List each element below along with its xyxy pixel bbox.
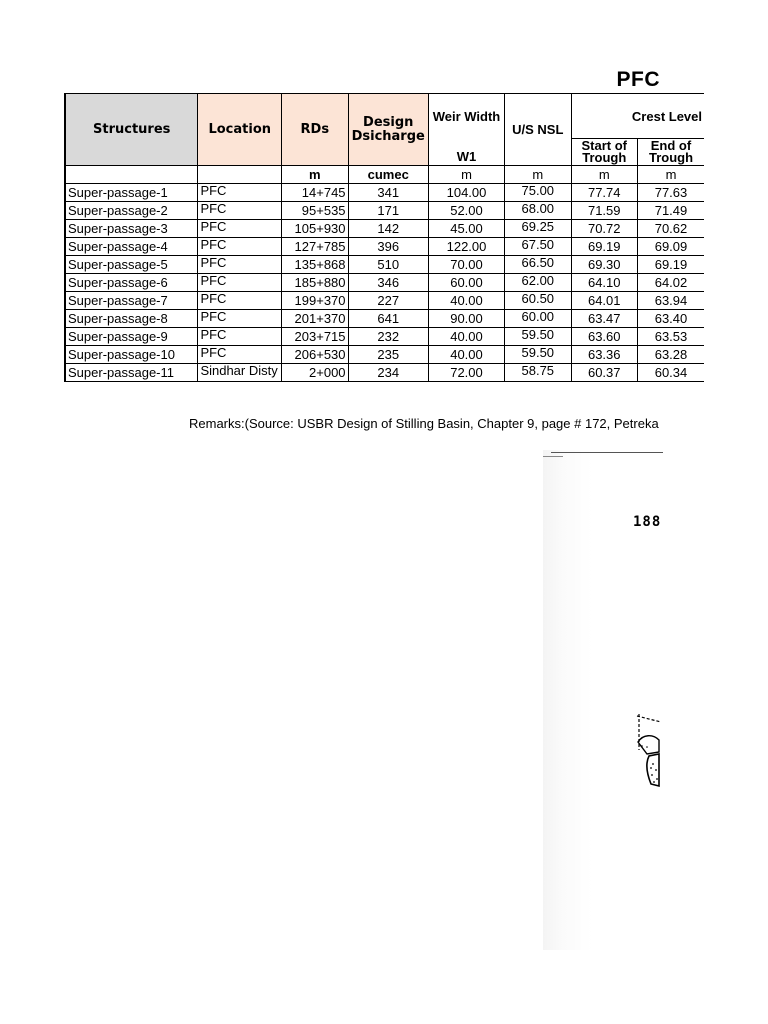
cell-start-of-trough: 64.01 — [571, 292, 637, 310]
cell-start-of-trough: 63.47 — [571, 310, 637, 328]
cell-us-nsl: 60.50 — [505, 292, 571, 310]
cell-location: PFC — [198, 256, 282, 274]
cell-rd: 203+715 — [282, 328, 348, 346]
cell-us-nsl: 68.00 — [505, 202, 571, 220]
cell-end-of-trough: 63.28 — [637, 346, 704, 364]
remarks-text: Remarks:(Source: USBR Design of Stilling Basin, Chapter 9, page # 172, Petreka — [189, 416, 659, 431]
cell-discharge: 346 — [348, 274, 428, 292]
unit-cell: m — [505, 166, 571, 184]
cell-discharge: 641 — [348, 310, 428, 328]
unit-cell: cumec — [348, 166, 428, 184]
table-row — [65, 292, 704, 310]
table-row — [65, 184, 704, 202]
cell-end-of-trough: 63.94 — [637, 292, 704, 310]
cell-structure: Super-passage-4 — [65, 238, 198, 256]
header-end-of-trough: End of Trough — [637, 139, 704, 166]
table-row — [65, 238, 704, 256]
cell-rd: 2+000 — [282, 364, 348, 382]
cell-rd: 206+530 — [282, 346, 348, 364]
cell-end-of-trough: 63.40 — [637, 310, 704, 328]
cell-rd: 127+785 — [282, 238, 348, 256]
cell-structure: Super-passage-2 — [65, 202, 198, 220]
cell-rd: 14+745 — [282, 184, 348, 202]
cell-us-nsl: 62.00 — [505, 274, 571, 292]
cell-rd: 95+535 — [282, 202, 348, 220]
header-start-of-trough: Start of Trough — [571, 139, 637, 166]
table-row — [65, 328, 704, 346]
cell-rd: 105+930 — [282, 220, 348, 238]
units-row — [65, 166, 704, 184]
header-rds: RDs — [282, 94, 348, 166]
cell-structure: Super-passage-10 — [65, 346, 198, 364]
cell-weir-width: 122.00 — [428, 238, 504, 256]
structures-table — [64, 93, 704, 382]
cell-start-of-trough: 70.72 — [571, 220, 637, 238]
header-crest-level: Crest Level — [571, 94, 704, 139]
cell-end-of-trough: 60.34 — [637, 364, 704, 382]
cell-end-of-trough: 69.09 — [637, 238, 704, 256]
cell-start-of-trough: 63.60 — [571, 328, 637, 346]
table-row — [65, 346, 704, 364]
cell-structure: Super-passage-6 — [65, 274, 198, 292]
header-row — [65, 94, 704, 139]
cell-start-of-trough: 63.36 — [571, 346, 637, 364]
header-weir-width-symbol: W1 — [428, 139, 504, 166]
scanned-page-fragment — [543, 450, 662, 950]
cell-end-of-trough: 77.63 — [637, 184, 704, 202]
table-row — [65, 220, 704, 238]
scan-rule-line — [551, 452, 663, 453]
cell-location: PFC — [198, 310, 282, 328]
cell-discharge: 171 — [348, 202, 428, 220]
table-row — [65, 274, 704, 292]
cell-weir-width: 52.00 — [428, 202, 504, 220]
cell-start-of-trough: 71.59 — [571, 202, 637, 220]
cell-weir-width: 40.00 — [428, 328, 504, 346]
scan-page-number: 188 — [633, 514, 662, 530]
cell-structure: Super-passage-11 — [65, 364, 198, 382]
cell-end-of-trough: 70.62 — [637, 220, 704, 238]
cell-location: PFC — [198, 346, 282, 364]
cell-us-nsl: 58.75 — [505, 364, 571, 382]
cell-us-nsl: 60.00 — [505, 310, 571, 328]
cell-weir-width: 60.00 — [428, 274, 504, 292]
cell-discharge: 227 — [348, 292, 428, 310]
cell-weir-width: 45.00 — [428, 220, 504, 238]
unit-cell: m — [637, 166, 704, 184]
unit-cell: m — [428, 166, 504, 184]
cell-location: PFC — [198, 184, 282, 202]
table-row — [65, 364, 704, 382]
cell-rd: 185+880 — [282, 274, 348, 292]
cell-rd: 135+868 — [282, 256, 348, 274]
cell-us-nsl: 67.50 — [505, 238, 571, 256]
header-structures: Structures — [65, 94, 198, 166]
cell-end-of-trough: 64.02 — [637, 274, 704, 292]
cell-start-of-trough: 64.10 — [571, 274, 637, 292]
cell-discharge: 234 — [348, 364, 428, 382]
cell-end-of-trough: 63.53 — [637, 328, 704, 346]
cell-us-nsl: 66.50 — [505, 256, 571, 274]
cell-structure: Super-passage-3 — [65, 220, 198, 238]
sheet-title: PFC — [616, 68, 660, 91]
cell-location: Sindhar Disty — [198, 364, 282, 382]
cell-weir-width: 90.00 — [428, 310, 504, 328]
unit-cell: m — [571, 166, 637, 184]
scan-mark — [543, 456, 563, 457]
table-row — [65, 256, 704, 274]
table-row — [65, 202, 704, 220]
header-design-discharge: Design Dsicharge — [348, 94, 428, 166]
cell-structure: Super-passage-9 — [65, 328, 198, 346]
cell-discharge: 235 — [348, 346, 428, 364]
unit-cell: m — [282, 166, 348, 184]
cell-end-of-trough: 71.49 — [637, 202, 704, 220]
cell-location: PFC — [198, 292, 282, 310]
cell-location: PFC — [198, 202, 282, 220]
table-row — [65, 310, 704, 328]
cell-weir-width: 70.00 — [428, 256, 504, 274]
header-location: Location — [198, 94, 282, 166]
cell-location: PFC — [198, 238, 282, 256]
stilling-basin-sketch-icon — [635, 712, 665, 802]
cell-discharge: 142 — [348, 220, 428, 238]
cell-weir-width: 104.00 — [428, 184, 504, 202]
cell-discharge: 341 — [348, 184, 428, 202]
cell-rd: 199+370 — [282, 292, 348, 310]
cell-start-of-trough: 69.30 — [571, 256, 637, 274]
cell-location: PFC — [198, 328, 282, 346]
cell-start-of-trough: 77.74 — [571, 184, 637, 202]
cell-discharge: 232 — [348, 328, 428, 346]
cell-end-of-trough: 69.19 — [637, 256, 704, 274]
cell-location: PFC — [198, 274, 282, 292]
unit-cell — [198, 166, 282, 184]
cell-start-of-trough: 60.37 — [571, 364, 637, 382]
cell-structure: Super-passage-1 — [65, 184, 198, 202]
cell-rd: 201+370 — [282, 310, 348, 328]
cell-weir-width: 72.00 — [428, 364, 504, 382]
cell-discharge: 510 — [348, 256, 428, 274]
cell-start-of-trough: 69.19 — [571, 238, 637, 256]
header-us-nsl: U/S NSL — [505, 94, 571, 166]
cell-us-nsl: 75.00 — [505, 184, 571, 202]
cell-weir-width: 40.00 — [428, 346, 504, 364]
cell-structure: Super-passage-7 — [65, 292, 198, 310]
unit-cell — [65, 166, 198, 184]
cell-us-nsl: 59.50 — [505, 328, 571, 346]
cell-structure: Super-passage-5 — [65, 256, 198, 274]
cell-structure: Super-passage-8 — [65, 310, 198, 328]
cell-location: PFC — [198, 220, 282, 238]
cell-weir-width: 40.00 — [428, 292, 504, 310]
cell-us-nsl: 59.50 — [505, 346, 571, 364]
header-weir-width: Weir Width — [428, 94, 504, 139]
cell-us-nsl: 69.25 — [505, 220, 571, 238]
cell-discharge: 396 — [348, 238, 428, 256]
